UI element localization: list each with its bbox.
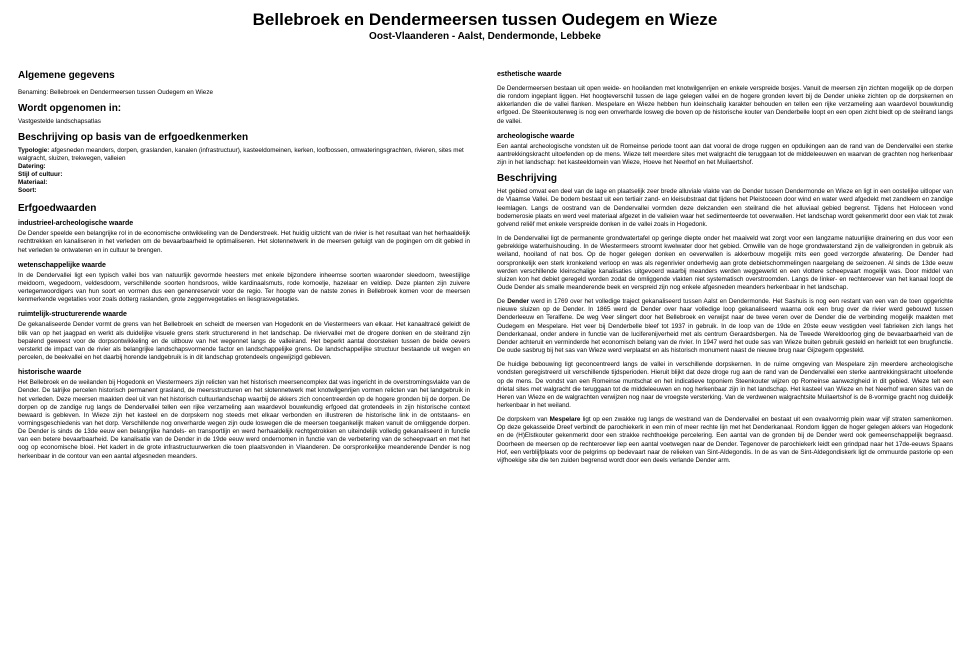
soort-label: Soort: — [18, 187, 37, 195]
opgenomen-heading: Wordt opgenomen in: — [18, 103, 122, 115]
p3-bold-dender: Dender — [507, 298, 529, 306]
erfgoedwaarden-heading: Erfgoedwaarden — [18, 203, 97, 215]
esthetisch-heading: esthetische waarde — [497, 71, 562, 78]
historisch-text: Het Bellebroek en de weilanden bij Hogedonk en Viestermeers zijn relicten van het historisch meersencomplex dat was ingericht in de overstromingsvlakte van de Dender. De talrijke percelen historisch permanent grasland, de meersstructuren en het slotennetwerk met knotwilgenrijen vormen relicten van het landgebruik in het verleden. Deze meersen maakten deel uit van het historisch cultuurlandschap waarbij de akkers zich concentreerden op de hogere gronden bij de dorpen. De dorpen op de zandige rug langs de Dendervallei tellen een rijke verzameling aan waardevol bouwkundig erfgoed dat grotendeels in zijn historische context bewaard is gebleven. In Wieze zijn het kasteel en de dorpskern nog steeds met elkaar verbonden en illustreren de historische link in de ontstaans- en vormingsgeschiedenis van het dorp. Verschillende nog onverharde wegen zijn oude loswegen die de meersen toegankelijk maken vanuit de omliggende dorpen. De Dender is sinds de 13de eeuw een belangrijke handels- en transportlijn en werd herhaaldelijk rechtgetrokken en uiteindelijk volledig gekanaliseerd in functie van een betere bevaarbaarheid. De kanalisatie van de Dender in de 19de eeuw werd ondernomen in functie van de verbetering van de scheepvaart en met het oog op economische bloei. Het kadert in de grote infrastructuurwerken die toen plaatsvonden in Vlaanderen. De oorspronkelijke meanderende Dender is nog herkenbaar in de contour van een aantal afgesneden meanders. — [18, 379, 470, 460]
datering-label: Datering: — [18, 163, 46, 171]
p5-pre: De dorpskern van — [497, 416, 550, 424]
materiaal-label: Materiaal: — [18, 179, 48, 187]
p3-text: werd in 1769 over het volledige traject gekanaliseerd tussen Aalst en Dendermonde. Het Sashuis is nog een restant van een van de toen opgerichte nieuwe sluizen op de Dender. In 1865 werd de Dender over haar volledige loop gekanaliseerd waarna ook een brug over de rivier werd gebouwd tussen Denderleeuw en Teralfene. De weg Veer slingert door het Bellebroek en verwijst naar de twee veren over de Dender die de verbinding mogelijk maakten met Oudegem en Mespelare. Het veer bij Denderbelle bleef tot 1937 in gebruik. In de loop van de 19de en 20ste eeuw vestigden veel fabrieken zich langs het Denderkanaal, onder andere in functie van de luciferenijverheid met als centrum Geraardsbergen. Na de Tweede Wereldoorlog ging de bevaarbaarheid van de Dender achteruit en verminderde het economisch belang van de rivier. In 1947 werd het oude sas van Wieze buiten gebruik gesteld en herleidt tot een brugfunctie. De oude sasbrug bij het sas van Wieze werd verplaatst en als historisch monument naast de nieuwe brug naar Gijzegem opgesteld. — [497, 298, 953, 355]
page-subtitle: Oost-Vlaanderen - Aalst, Dendermonde, Lebbeke — [369, 31, 601, 42]
beschrijving-erfgoed-heading: Beschrijving op basis van de erfgoedkenmerken — [18, 132, 249, 144]
wetenschappelijk-text: In de Dendervallei ligt een typisch vallei bos van natuurlijk gevormde heesters met enkele bijzondere inheemse soorten waaronder sleedoorn, tweestijlige meidoorn, wegedoorn, veldesdoorn, verschillende soorten hondsroos, wilde kardinaalsmuts, rode kornoelje, hazelaar en veldiep. Deze planten zijn zuivere vertegenwoordigers van hun soort en vormen dus een genenreservoir voor de regio. Ter hoogte van de natste zones in Bellebroek komen voor de meersen kenmerkende vegetaties voor zoals dotterg raslanden, grote zeggenvegetaties en liesgrasvegetaties. — [18, 271, 470, 304]
right-column — [497, 66, 953, 471]
typologie-text: afgesneden meanders, dorpen, graslanden, kanalen (infrastructuur), kasteeldomeinen, kerken, loofbossen, omwateringsgrachten, rivieren, sites met walgracht, sluizen, trekwegen, valleien — [18, 147, 464, 163]
p5-bold-mespelare: Mespelare — [549, 416, 581, 424]
industrieel-text: De Dender speelde een belangrijke rol in de economische ontwikkeling van de Denderstreek. Het huidig uitzicht van de rivier is het resultaat van het herhaaldelijk rechttrekken en kanaliseren in het verleden om de bevaarbaarheid te optimaliseren. Het slotennetwerk in de meersen getuigt van de pogingen om dit gebied in het verleden te ontwateren en in cultuur te brengen. — [18, 230, 470, 254]
wetenschappelijk-heading: wetenschappelijke waarde — [18, 261, 106, 269]
algemene-heading: Algemene gegevens — [18, 70, 115, 81]
beschrijving-heading: Beschrijving — [497, 173, 558, 185]
beschrijving-p5 — [497, 416, 953, 465]
beschrijving-p1: Het gebied omvat een deel van de lage en plaatselijk zeer brede alluviale vlakte van de Dender tussen Dendermonde en Wieze en ligt in een oostelijke uitloper van de Vlaamse Vallei. De bodem bestaat uit een tertiair zand- en kleisubstraat dat tijdens het Pleistoceen door wind en water werd afgedekt met zandleem en zandige leemlagen. Langs de oostrand van de Dendervallei vormden deze dekzanden een steilrand die het alluviaal gebied begrenst. Tijdens het Holoceen vond bodemerosie plaats en werd veel materiaal afgezet in de valleien waar het sedimenteerde tot oeverwallen. Het landschap wordt gekenmerkt door een vlak tot zwak golvend reliëf met enkele verspreide donken in de vallei zoals in Hogedonk. — [497, 188, 953, 228]
beschrijving-p3 — [497, 298, 953, 355]
archeologisch-heading: archeologische waarde — [497, 132, 575, 140]
soort-row — [18, 187, 470, 195]
historisch-heading: historische waarde — [18, 369, 82, 377]
page-title: Bellebroek en Dendermeersen tussen Oudegem en Wieze — [252, 10, 718, 29]
stijl-label: Stijl of cultuur: — [18, 171, 63, 179]
archeologisch-text: Een aantal archeologische vondsten uit de Romeinse periode toont aan dat vooral de droge ruggen en opduikingen aan de rand van de Dendervallei een sterke aantrekkingskracht uitoefenden op de mens. Wieze telt meerdere sites met walgracht die teruggaan tot de middeleeuwen en waarvan de grachten nog herkenbaar zijn in het landschap: het kasteeldomein van Wieze, Hoeve het Neerhof en het Muilaertshof. — [497, 142, 953, 167]
typologie-row — [18, 147, 470, 163]
beschrijving-p2: In de Dendervallei ligt de permanente grondwatertafel op geringe diepte onder het maaiveld wat zorgt voor een langzame natuurlijke drainering en dus voor een gebrekkige waterhuishouding. In de Wiestermeers stroomt kwelwater door het gebied. Omwille van de hoge grondwaterstand zijn de valleigronden in gebruik als weiland, hooiland of nat bos. Op de hoger gelegen donken en oeverwallen is akkerbouw mogelijk mits een goed verzorgde afwatering. De Dender had oorspronkelijk een sterk kronkelend verloop en was als regenrivier onderhevig aan grote debietschommelingen naargelang de seizoenen. Al sinds de 13de eeuw werden verschillende kleinschalige kanalisaties uitgevoerd waarbij meanders werden weggewerkt en een vlottere scheepvaart mogelijk was. Door middel van sluizen kon het debiet geregeld worden zodat de omliggende vlakten niet systematisch overstroomden. Langs de linker- en rechteroever van het kanaal loopt de Oude Dender als smalle meanderende beek en verspreid zijn nog enkele afgesneden meanders herkenbaar in het landschap. — [497, 235, 953, 291]
esthetisch-text: De Dendermeersen bestaan uit open weide- en hooilanden met knotwilgenrijen en enkele verspreide bosjes. Vanuit de meersen zijn zichten mogelijk op de dorpen die rondom ingeplant liggen. Het hoogteverschil tussen de lage gelegen vallei en de hogere gronden levert bij de Dender unieke zichten op de dorpskernen en akkerlanden die de vallei flanken. Mespelare en Wieze hebben hun kleinschalig karakter behouden en tellen een rijke verzameling aan waardevol bouwkundig erfgoed. De Steenkouterweg is nog een onverharde losweg die boven op de historische kouter van Denderbelle loopt en een open zicht biedt op de steilrand langs de vallei. — [497, 85, 953, 125]
p5-text: ligt op een zwakke rug langs de westrand van de Dendervallei en bestaat uit een ovaalvormig plein waar vijf straten samenkomen. Op deze gekasseide Dreef verbindt de parochiekerk in een min of meer rechte lijn met het Denderkanaal. Rondom liggen de hoger gelegen akkers van Hogedonk en de (H)Elstkouter gekenmerkt door een strakke rechthoekige percelering. Een aantal van de gronden bij de Dender werd ook gemeenschappelijk begraasd. Doorheen de meersen op de rechteroever liep een aantal voetwegen naar de Dender. Tegenover de parochiekerk leidt een grindpad naar het 17de-eeuws Spaans Hof, een verblijfplaats voor de pelgrims op bedevaart naar de relieken van Sint-Aldegondis. In de as van de Sint-Aldegondiskerk ligt de ommuurde pastorie op een vijfhoekige site die ten zuiden begrensd wordt door een deels verlande Dender arm. — [497, 416, 954, 464]
opgenomen-text: Vastgestelde landschapsatlas — [18, 118, 101, 126]
ruimtelijk-text: De gekanaliseerde Dender vormt de grens van het Bellebroek en scheidt de meersen van Hogedonk en de Viestermeers van elkaar. Het kanaaltracé geleidt de blik van op het jaagpad en werkt als duidelijke visuele grens sterk structurerend in het landschap. De riviervallei met de drogere donken en de steilrand zijn bepalend geweest voor de dorpsontwikkeling en de uitbouw van het wegennet langs de valleirand. Het beperkt aantal doorsteken tussen de beide oevers versterkt de impact van de rivier als belangrijke landschapsvormende factor en landschappelijke grens. De landschappelijke structuur bestaande uit wegen en percelen, de beekvallei en het daarbij horende landgebruik is in dit landschap grotendeels ongewijzigd gebleven. — [18, 321, 470, 362]
ruimtelijk-heading: ruimtelijk-structurerende waarde — [18, 311, 127, 319]
beschrijving-p4: De huidige bebouwing ligt geconcentreerd langs de vallei in verschillende dorpskernen. In de ruime omgeving van Mespelare zijn meerdere archeologische vondsten geregistreerd uit verschillende tijdsperioden. Hieruit blijkt dat deze droge rug aan de rand van de Dendervallei een sterke aantrekkingskracht uitoefende op de mens. De vondst van een Romeinse muntschat en het indicatieve toponiem Steenkouter wijzen op Romeinse aanwezigheid in dit gebied. Wieze telt een drietal sites met walgracht die teruggaan tot de middeleeuwen en nog herkenbaar zijn in het landschap. Het kasteel van Wieze en het Neerhof waren sites van de Heren van Wieze en de walgrachten verwijzen nog naar de vroegste versterking. Van de verdwenen walgrachtsite Muilaertshof is de 8-vormige gracht nog duidelijk herkenbaar in het weiland. — [497, 361, 953, 409]
materiaal-row — [18, 179, 470, 187]
typologie-label: Typologie: — [18, 147, 50, 155]
left-column — [18, 66, 470, 467]
benaming-text: Benaming: Bellebroek en Dendermeersen tussen Oudegem en Wieze — [18, 89, 213, 96]
stijl-row — [18, 171, 470, 179]
datering-row — [18, 163, 470, 171]
industrieel-heading: industrieel-archeologische waarde — [18, 220, 134, 228]
p3-pre: De — [497, 298, 508, 306]
